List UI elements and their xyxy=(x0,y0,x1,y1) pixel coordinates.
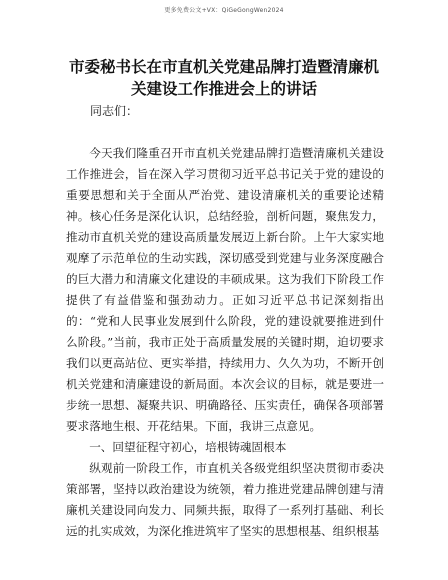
document-body xyxy=(66,143,384,542)
title-line-1: 市委秘书长在市直机关党建品牌打造暨清廉机 xyxy=(68,58,379,76)
section-heading-1: 一、回望征程守初心，培根铸魂固根本 xyxy=(89,440,287,454)
paragraph-intro: 今天我们隆重召开市直机关党建品牌打造暨清廉机关建设工作推进会，旨在深入学习贯彻习近平总书记关于党的建设的重要思想和关于全面从严治党、建设清廉机关的重要论述精神。核心任务是深化认识，总结经验，剖析问题，聚焦发力，推动市直机关党的建设高质量发展迈上新台阶。上午大家实地观摩了示范单位的生动实践，深切感受到党建与业务深度融合的巨大潜力和清廉文化建设的丰硕成果。这为我们下阶段工作提供了有益借鉴和强劲动力。正如习近平总书记深刻指出的：“党和人民事业发展到什么阶段，党的建设就要推进到什么阶段。”当前，我市正处于高质量发展的关键时期，迫切要求我们以更高站位、更实举措，持续用力、久久为功，不断开创机关党建和清廉建设的新局面。本次会议的目标，就是要进一步统一思想、凝聚共识、明确路径、压实责任，确保各项部署要求落地生根、开花结果。下面，我讲三点意见。 xyxy=(66,146,384,433)
paragraph-section-1: 纵观前一阶段工作，市直机关各级党组织坚决贯彻市委决策部署，坚持以政治建设为统领，着力推进党建品牌创建与清廉机关建设同向发力、同频共振，取得了一系列打基础、利长远的扎实成效，为深化推进筑牢了坚实的思想根基、组织根基 xyxy=(66,461,384,538)
watermark-text: 更多免费公文+VX：QiGeGongWen2024 xyxy=(164,7,284,14)
salutation: 同志们： xyxy=(90,104,139,118)
document-title xyxy=(60,56,388,100)
title-line-2: 关建设工作推进会上的讲话 xyxy=(130,80,317,98)
